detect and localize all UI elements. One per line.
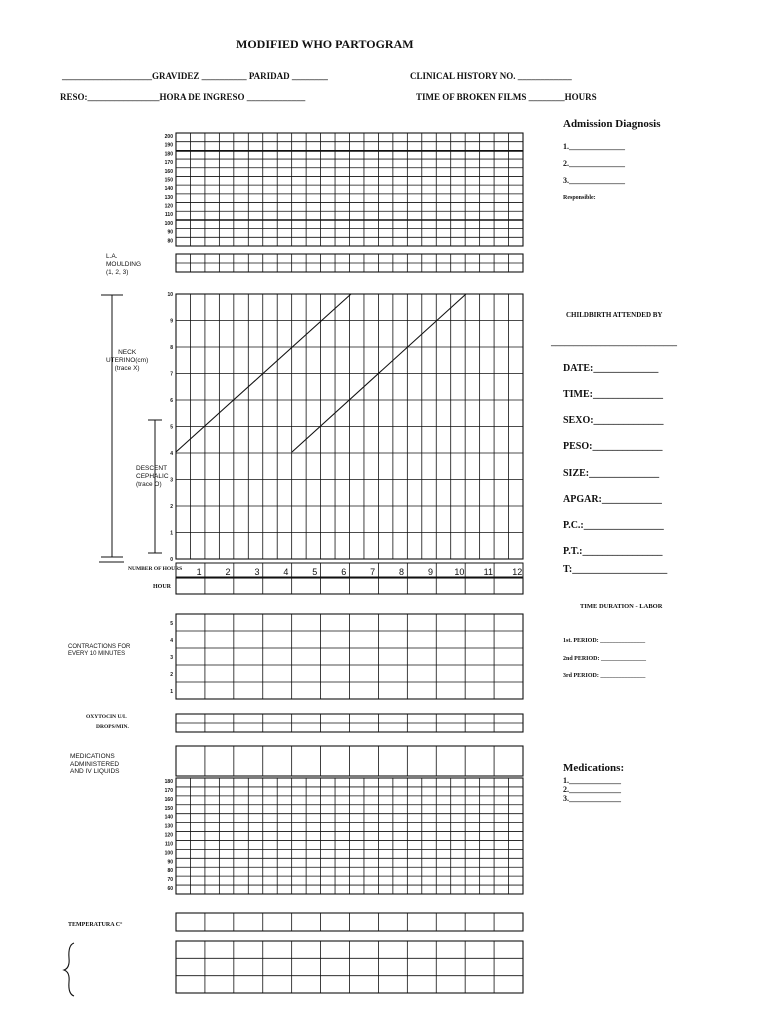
bp-tick: 110 xyxy=(164,841,173,848)
bp-tick: 120 xyxy=(164,832,173,839)
fhr-tick: 90 xyxy=(167,229,173,236)
cervix-tick: 3 xyxy=(170,477,173,484)
labor-duration-title: TIME DURATION - LABOR xyxy=(580,603,663,610)
number-of-hours-label: NUMBER OF HOURS xyxy=(128,566,183,572)
bp-tick: 70 xyxy=(167,877,173,884)
cervix-tick: 4 xyxy=(170,451,173,457)
contraction-tick: 4 xyxy=(170,638,173,644)
cervix-tick: 6 xyxy=(170,398,173,404)
action-line xyxy=(292,294,466,452)
curly-brace xyxy=(64,943,74,996)
hour-number: 6 xyxy=(341,567,347,577)
cervix-tick: 8 xyxy=(170,345,173,351)
second-period-field: 2nd PERIOD: _______________ xyxy=(563,656,647,662)
bp-tick: 170 xyxy=(164,787,173,794)
bp-tick: 160 xyxy=(164,796,173,803)
bp-tick: 130 xyxy=(164,823,173,830)
bp-tick: 140 xyxy=(164,814,173,821)
descent-cephalic-label: DESCENT CEPHALIC (trace O) xyxy=(136,465,169,488)
admission-item-1: 1.______________ xyxy=(563,142,625,151)
t-field: T:___________________ xyxy=(563,564,668,575)
admission-item-2: 2.______________ xyxy=(563,159,625,168)
cervix-tick: 7 xyxy=(170,371,173,378)
pt-field: P.T.:________________ xyxy=(563,546,663,557)
cervix-tick: 2 xyxy=(170,504,173,510)
fhr-tick: 150 xyxy=(164,177,173,184)
bp-tick: 180 xyxy=(164,779,173,785)
fhr-tick: 120 xyxy=(164,203,173,210)
apgar-field: APGAR:____________ xyxy=(563,494,662,505)
cervix-tick: 5 xyxy=(170,424,173,431)
fhr-tick: 200 xyxy=(164,134,173,140)
third-period-field: 3rd PERIOD: _______________ xyxy=(563,673,646,679)
date-field: DATE:_____________ xyxy=(563,363,659,374)
responsible-label: Responsible: xyxy=(563,195,596,201)
temperature-label: TEMPERATURA C° xyxy=(68,922,123,928)
contractions-label: CONTRACTIONS FOR EVERY 10 MINUTES xyxy=(68,644,131,657)
neck-uterino-label: NECK UTERINO(cm) (trace X) xyxy=(106,349,149,372)
hour-number: 1 xyxy=(196,567,202,577)
peso-field: PESO:______________ xyxy=(563,441,663,452)
contraction-tick: 3 xyxy=(170,655,173,661)
contraction-tick: 1 xyxy=(170,689,173,695)
contraction-tick: 2 xyxy=(170,672,173,678)
hour-label: HOUR xyxy=(153,584,171,590)
gravidez-paridad-field: ____________________GRAVIDEZ __________ PARIDAD ________ xyxy=(62,71,328,81)
fhr-tick: 130 xyxy=(164,194,173,201)
hour-number: 5 xyxy=(312,567,318,577)
hour-number: 7 xyxy=(370,567,376,577)
fhr-tick: 140 xyxy=(164,186,173,193)
bp-tick: 150 xyxy=(164,805,173,812)
bp-tick: 90 xyxy=(167,859,173,866)
fhr-tick: 80 xyxy=(167,238,173,245)
admission-item-3: 3.______________ xyxy=(563,176,625,185)
cervix-tick: 9 xyxy=(170,318,173,325)
medications-admin-label: MEDICATIONS ADMINISTERED AND IV LIQUIDS xyxy=(70,753,120,775)
hour-number: 12 xyxy=(512,567,523,577)
oxytocin-label: OXYTOCIN U/L xyxy=(86,714,127,720)
cervix-tick: 10 xyxy=(167,292,173,298)
bp-tick: 80 xyxy=(167,868,173,875)
medication-item-3: 3._____________ xyxy=(563,794,621,803)
drops-label: DROPS/MIN. xyxy=(96,724,129,730)
fhr-tick: 170 xyxy=(164,160,173,167)
admission-diagnosis-title: Admission Diagnosis xyxy=(563,118,661,130)
clinical-history-field: CLINICAL HISTORY NO. ____________ xyxy=(410,71,572,81)
hour-number: 8 xyxy=(399,567,405,577)
size-field: SIZE:______________ xyxy=(563,468,660,479)
bp-tick: 100 xyxy=(164,850,173,857)
fhr-tick: 110 xyxy=(164,212,173,219)
cervix-tick: 1 xyxy=(170,530,173,537)
first-period-field: 1st. PERIOD: _______________ xyxy=(563,638,646,644)
pc-field: P.C.:________________ xyxy=(563,520,664,531)
hour-number: 4 xyxy=(283,567,289,577)
fhr-tick: 180 xyxy=(164,151,173,158)
time-field: TIME:______________ xyxy=(563,389,663,400)
hour-number: 11 xyxy=(483,567,493,577)
hour-number: 9 xyxy=(427,567,433,577)
contraction-tick: 5 xyxy=(170,621,173,627)
childbirth-attended-title: CHILDBIRTH ATTENDED BY xyxy=(566,311,663,319)
reso-ingreso-field: RESO:________________HORA DE INGRESO _____________ xyxy=(60,92,306,102)
hour-number: 3 xyxy=(254,567,260,577)
page-title: MODIFIED WHO PARTOGRAM xyxy=(236,37,414,51)
bp-tick: 60 xyxy=(167,886,173,893)
broken-films-field: TIME OF BROKEN FILMS ________HOURS xyxy=(416,92,597,102)
moulding-label: L.A. MOULDING (1, 2, 3) xyxy=(106,253,142,276)
fhr-tick: 190 xyxy=(164,142,173,149)
fhr-tick: 160 xyxy=(164,168,173,175)
childbirth-attended-line: ____________________________ xyxy=(551,337,677,347)
fhr-tick: 100 xyxy=(164,220,173,227)
medication-item-1: 1._____________ xyxy=(563,776,621,785)
hour-number: 2 xyxy=(225,567,231,577)
medications-title: Medications: xyxy=(563,762,625,774)
sexo-field: SEXO:______________ xyxy=(563,415,664,426)
hour-number: 10 xyxy=(454,567,465,577)
cervix-tick: 0 xyxy=(170,557,173,563)
medication-item-2: 2._____________ xyxy=(563,785,621,794)
alert-line xyxy=(176,294,351,452)
